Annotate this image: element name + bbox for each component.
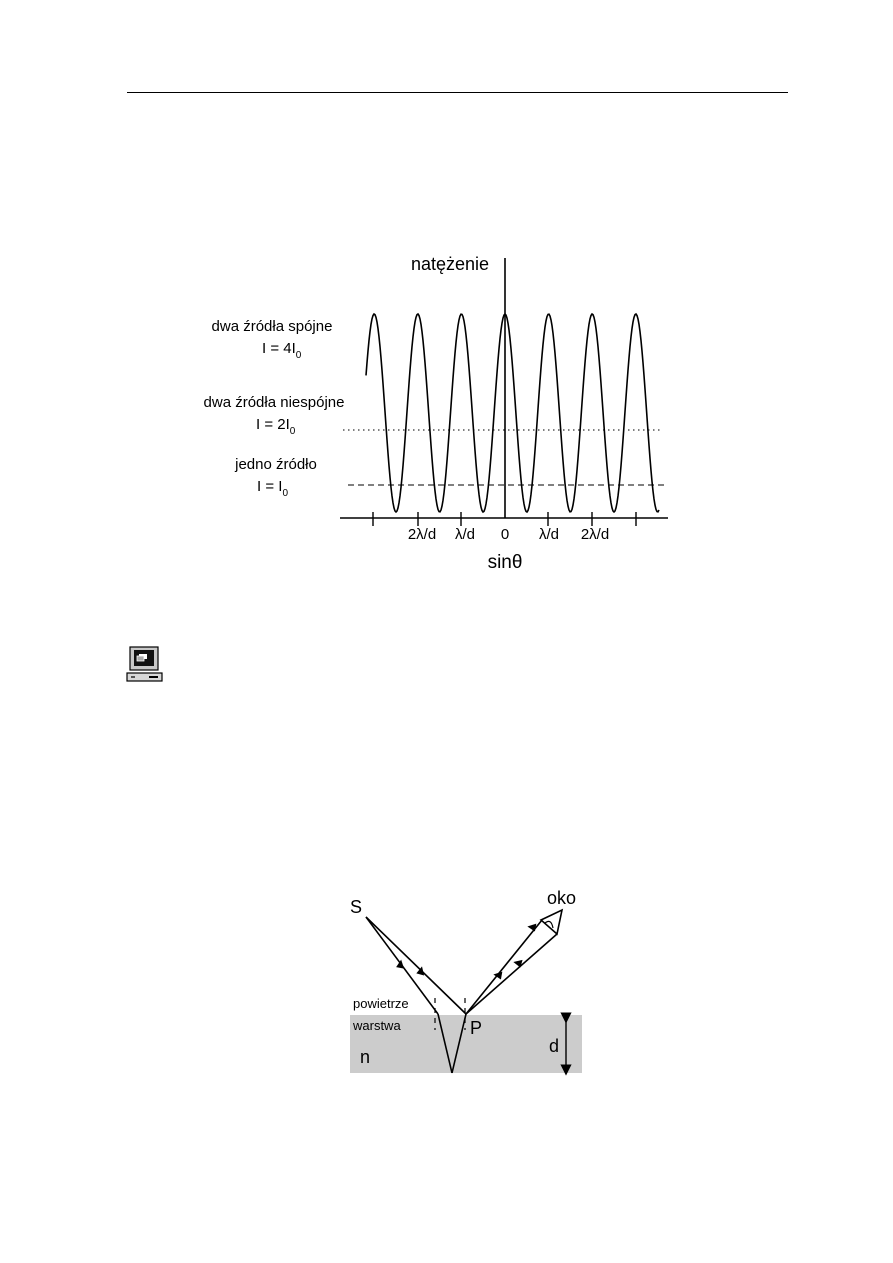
layer-label: warstwa [353, 1018, 401, 1033]
x-tick-label: λ/d [454, 526, 476, 543]
x-tick-label: 2λ/d [407, 526, 437, 543]
single-source-intensity: $I = I_0$ [257, 478, 288, 499]
eye-icon [541, 910, 562, 934]
eye-label: oko [547, 888, 577, 908]
y-axis-title: natężenie [410, 254, 490, 274]
index-label: n [360, 1047, 371, 1067]
air-label: powietrze [353, 996, 409, 1011]
incoherent-label: dwa źródła niespójne [203, 394, 345, 411]
source-label: S [350, 897, 363, 917]
point-label: P [470, 1018, 483, 1038]
x-tick-label: λ/d [538, 526, 560, 543]
x-axis-title: sinθ [487, 552, 523, 573]
reflected-ray-2 [466, 934, 557, 1014]
x-tick-label: 2λ/d [580, 526, 610, 543]
reflected-ray-1 [466, 920, 542, 1014]
coherent-intensity: $I = 4I_0$ [262, 340, 302, 361]
x-tick-label: 0 [500, 526, 510, 543]
coherent-label: dwa źródła spójne [211, 318, 333, 335]
incoherent-intensity: $I = 2I_0$ [256, 416, 296, 437]
thickness-label: d [549, 1036, 560, 1056]
ray-arrow [416, 966, 428, 978]
single-source-label: jedno źródło [235, 456, 317, 473]
